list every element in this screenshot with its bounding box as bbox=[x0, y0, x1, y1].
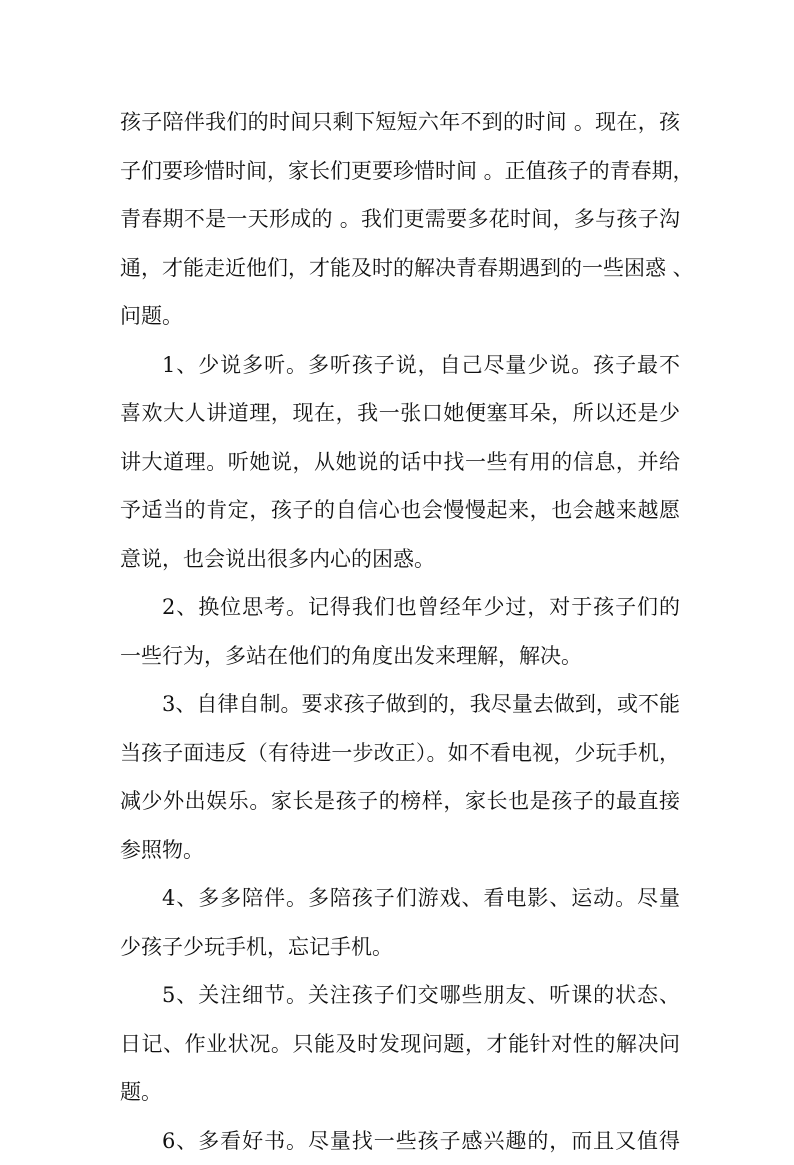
paragraph-item-1 bbox=[120, 341, 680, 584]
text-line: 1、少说多听。多听孩子说，自己尽量少说。孩子最不 bbox=[120, 341, 680, 390]
text-line: 青春期不是一天形成的 。我们更需要多花时间，多与孩子沟 bbox=[120, 195, 680, 244]
document-body bbox=[120, 98, 680, 1165]
text-line: 4、多多陪伴。多陪孩子们游戏、看电影、运动。尽量 bbox=[120, 874, 680, 923]
text-line: 通，才能走近他们，才能及时的解决青春期遇到的一些困惑 、 bbox=[120, 244, 680, 293]
text-line: 喜欢大人讲道理，现在，我一张口她便塞耳朵，所以还是少 bbox=[120, 389, 680, 438]
paragraph-item-3 bbox=[120, 680, 680, 874]
text-line: 予适当的肯定，孩子的自信心也会慢慢起来，也会越来越愿 bbox=[120, 486, 680, 535]
text-line: 意说，也会说出很多内心的困惑。 bbox=[120, 535, 680, 584]
text-line: 讲大道理。听她说，从她说的话中找一些有用的信息，并给 bbox=[120, 438, 680, 487]
text-line: 少孩子少玩手机，忘记手机。 bbox=[120, 923, 680, 972]
paragraph-item-4 bbox=[120, 874, 680, 971]
text-line: 6、多看好书。尽量找一些孩子感兴趣的，而且又值得 bbox=[120, 1117, 680, 1165]
text-line: 一些行为，多站在他们的角度出发来理解，解决。 bbox=[120, 632, 680, 681]
text-line: 题。 bbox=[120, 1068, 680, 1117]
paragraph-item-6 bbox=[120, 1117, 680, 1165]
text-line: 当孩子面违反（有待进一步改正）。如不看电视，少玩手机， bbox=[120, 729, 680, 778]
paragraph-intro bbox=[120, 98, 680, 341]
paragraph-item-5 bbox=[120, 971, 680, 1117]
text-line: 日记、作业状况。只能及时发现问题，才能针对性的解决问 bbox=[120, 1020, 680, 1069]
text-line: 孩子陪伴我们的时间只剩下短短六年不到的时间 。现在，孩 bbox=[120, 98, 680, 147]
text-line: 子们要珍惜时间，家长们更要珍惜时间 。正值孩子的青春期， bbox=[120, 147, 680, 196]
text-line: 3、自律自制。要求孩子做到的，我尽量去做到，或不能 bbox=[120, 680, 680, 729]
paragraph-item-2 bbox=[120, 583, 680, 680]
text-line: 2、换位思考。记得我们也曾经年少过，对于孩子们的 bbox=[120, 583, 680, 632]
text-line: 减少外出娱乐。家长是孩子的榜样，家长也是孩子的最直接 bbox=[120, 777, 680, 826]
text-line: 问题。 bbox=[120, 292, 680, 341]
text-line: 5、关注细节。关注孩子们交哪些朋友、听课的状态、 bbox=[120, 971, 680, 1020]
text-line: 参照物。 bbox=[120, 826, 680, 875]
